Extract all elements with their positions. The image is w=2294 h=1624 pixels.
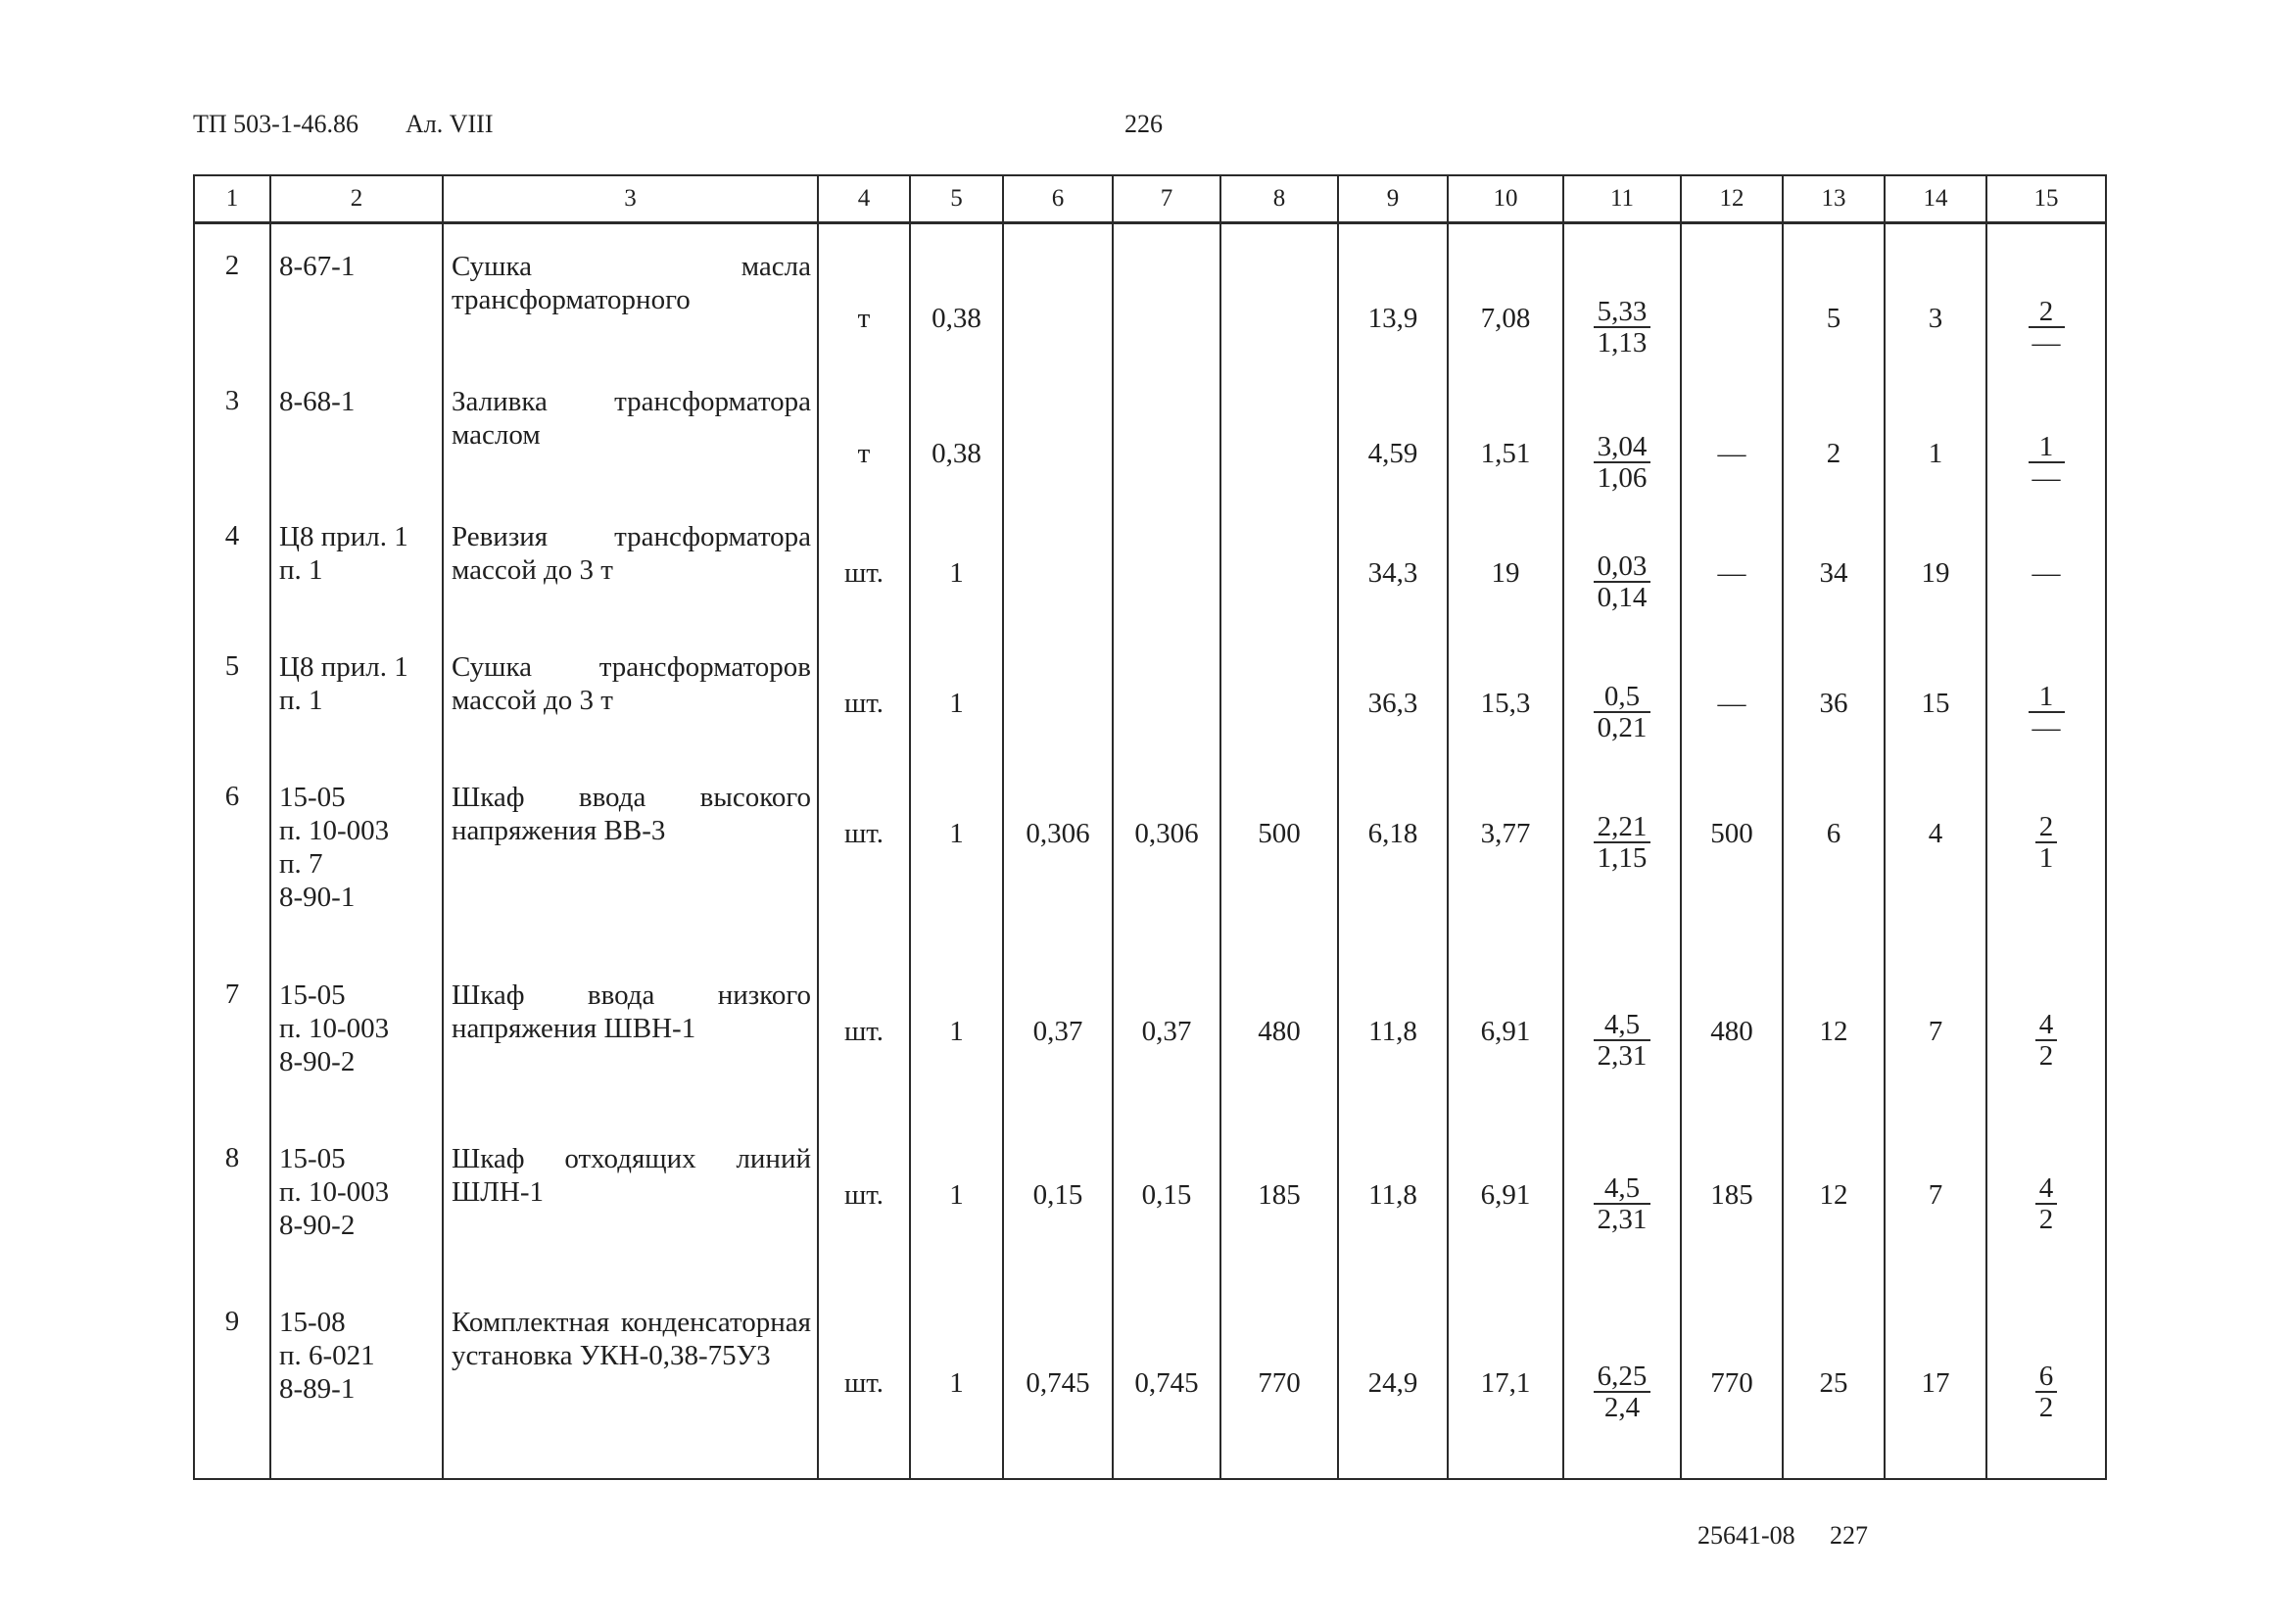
rate-code-line: Ц8 прил. 1 bbox=[279, 521, 408, 552]
fraction-col11-denominator: 1,15 bbox=[1597, 842, 1648, 874]
cell-col14: 19 bbox=[1921, 557, 1950, 589]
work-description: Сушка масла трансформаторного bbox=[452, 251, 811, 315]
cell-col12: — bbox=[1717, 688, 1746, 719]
cell-col6: 0,37 bbox=[1032, 1016, 1083, 1047]
rate-code-line: 15-05 bbox=[279, 979, 346, 1011]
cell-col13: 12 bbox=[1819, 1016, 1848, 1047]
fraction-col11-numerator: 0,5 bbox=[1594, 682, 1651, 713]
cell-col9: 24,9 bbox=[1367, 1367, 1418, 1399]
table-row bbox=[194, 359, 2106, 495]
cell-col7: 0,15 bbox=[1141, 1179, 1192, 1211]
rate-code-line: п. 10-003 bbox=[279, 815, 390, 846]
quantity: 1 bbox=[949, 688, 964, 719]
table-row bbox=[194, 495, 2106, 625]
cell-col14: 7 bbox=[1928, 1179, 1943, 1211]
quantity: 1 bbox=[949, 1367, 964, 1399]
rate-code-line: 15-05 bbox=[279, 1143, 346, 1174]
column-number-header bbox=[194, 175, 2106, 223]
cell-col6 bbox=[1004, 495, 1112, 557]
quantity: 0,38 bbox=[932, 438, 981, 469]
fraction-col15-denominator: — bbox=[2031, 712, 2061, 743]
cell-col10: 6,91 bbox=[1480, 1016, 1531, 1047]
fraction-col15: — bbox=[2031, 557, 2061, 589]
row-number: 6 bbox=[224, 781, 240, 812]
cell-col6 bbox=[1004, 224, 1112, 303]
rate-code-line: 8-68-1 bbox=[279, 386, 356, 417]
quantity: 1 bbox=[949, 1016, 964, 1047]
fraction-col15-denominator: 1 bbox=[2038, 842, 2054, 874]
row-number: 8 bbox=[224, 1142, 240, 1173]
rate-code-line: 8-89-1 bbox=[279, 1373, 356, 1405]
cell-col9: 6,18 bbox=[1367, 818, 1418, 849]
column-header: 1 bbox=[194, 175, 270, 223]
cell-col6: 0,745 bbox=[1026, 1367, 1090, 1399]
cell-col6 bbox=[1004, 359, 1112, 438]
fraction-col15-numerator: 1 bbox=[2029, 682, 2065, 713]
fraction-col11-numerator: 0,03 bbox=[1594, 551, 1651, 583]
row-number: 3 bbox=[224, 385, 240, 416]
cell-col7 bbox=[1114, 224, 1219, 303]
table-row bbox=[194, 1280, 2106, 1479]
fraction-col15-denominator: — bbox=[2031, 327, 2061, 358]
cell-col14: 17 bbox=[1921, 1367, 1950, 1399]
cell-col7 bbox=[1114, 359, 1219, 438]
fraction-col11-denominator: 2,31 bbox=[1597, 1040, 1648, 1072]
rate-code-line: 8-90-2 bbox=[279, 1210, 356, 1241]
rate-code-line: 15-05 bbox=[279, 782, 346, 813]
rate-code bbox=[271, 755, 442, 914]
cell-col9: 36,3 bbox=[1367, 688, 1418, 719]
cell-col10: 7,08 bbox=[1480, 303, 1531, 334]
fraction-col11-denominator: 1,13 bbox=[1597, 327, 1648, 358]
cell-col13: 34 bbox=[1819, 557, 1848, 589]
fraction-col15-numerator: 6 bbox=[2035, 1361, 2058, 1393]
fraction-col11-numerator: 6,25 bbox=[1594, 1361, 1651, 1393]
fraction-col11 bbox=[1594, 297, 1651, 358]
column-header: 3 bbox=[443, 175, 818, 223]
cell-col9: 34,3 bbox=[1367, 557, 1418, 589]
fraction-col11 bbox=[1594, 551, 1651, 612]
fraction-col11-denominator: 0,21 bbox=[1597, 712, 1648, 743]
cell-col12 bbox=[1682, 224, 1782, 303]
unit: т bbox=[857, 438, 871, 469]
rate-code-line: п. 7 bbox=[279, 848, 323, 880]
footer-doc-number: 25641-08 bbox=[1697, 1521, 1795, 1550]
cell-col12: 185 bbox=[1710, 1179, 1753, 1211]
fraction-col15 bbox=[2035, 812, 2058, 873]
cell-col12: — bbox=[1717, 557, 1746, 589]
work-description: Заливка трансформатора маслом bbox=[452, 386, 811, 451]
rate-code bbox=[271, 625, 442, 717]
column-header: 15 bbox=[1986, 175, 2106, 223]
quantity: 1 bbox=[949, 1179, 964, 1211]
page-number: 226 bbox=[1124, 110, 1163, 138]
cell-col9: 13,9 bbox=[1367, 303, 1418, 334]
unit: шт. bbox=[843, 1179, 884, 1211]
work-description: Шкаф отходящих линий ШЛН-1 bbox=[452, 1143, 811, 1208]
rate-code-line: 8-67-1 bbox=[279, 251, 356, 282]
fraction-col11-numerator: 2,21 bbox=[1594, 812, 1651, 843]
fraction-col15-numerator: 1 bbox=[2029, 432, 2065, 463]
cell-col10: 6,91 bbox=[1480, 1179, 1531, 1211]
fraction-col11 bbox=[1594, 682, 1651, 742]
table-row bbox=[194, 755, 2106, 953]
cell-col14: 7 bbox=[1928, 1016, 1943, 1047]
unit: шт. bbox=[843, 1016, 884, 1047]
rate-code-line: 15-08 bbox=[279, 1307, 346, 1338]
cell-col13: 12 bbox=[1819, 1179, 1848, 1211]
rate-code bbox=[271, 1280, 442, 1406]
cell-col13: 25 bbox=[1819, 1367, 1848, 1399]
rate-code bbox=[271, 359, 442, 418]
rate-code-line: п. 10-003 bbox=[279, 1013, 390, 1044]
rate-code-line: 8-90-2 bbox=[279, 1046, 356, 1077]
column-header: 6 bbox=[1003, 175, 1113, 223]
column-header: 9 bbox=[1338, 175, 1448, 223]
cell-col13: 36 bbox=[1819, 688, 1848, 719]
cell-col7: 0,306 bbox=[1134, 818, 1199, 849]
rate-code-line: п. 10-003 bbox=[279, 1176, 390, 1208]
cell-col13: 6 bbox=[1826, 818, 1841, 849]
cell-col8 bbox=[1221, 224, 1337, 303]
cell-col7: 0,37 bbox=[1141, 1016, 1192, 1047]
fraction-col11 bbox=[1594, 812, 1651, 873]
cell-col9: 11,8 bbox=[1368, 1016, 1417, 1047]
cell-col8 bbox=[1221, 625, 1337, 688]
cell-col10: 17,1 bbox=[1480, 1367, 1531, 1399]
unit: шт. bbox=[843, 557, 884, 589]
fraction-col15-denominator: 2 bbox=[2038, 1204, 2054, 1235]
column-header: 10 bbox=[1448, 175, 1563, 223]
column-header: 11 bbox=[1563, 175, 1681, 223]
unit: шт. bbox=[843, 818, 884, 849]
cell-col8: 500 bbox=[1258, 818, 1301, 849]
cell-col14: 3 bbox=[1928, 303, 1943, 334]
row-number: 9 bbox=[224, 1306, 240, 1337]
cell-col7: 0,745 bbox=[1134, 1367, 1199, 1399]
quantity: 0,38 bbox=[932, 303, 981, 334]
table-row bbox=[194, 223, 2106, 360]
cell-col10: 3,77 bbox=[1480, 818, 1531, 849]
cell-col12: — bbox=[1717, 438, 1746, 469]
cell-col7 bbox=[1114, 625, 1219, 688]
fraction-col11 bbox=[1594, 1361, 1651, 1422]
rate-code-line: Ц8 прил. 1 bbox=[279, 651, 408, 683]
column-header: 12 bbox=[1681, 175, 1783, 223]
column-header: 13 bbox=[1783, 175, 1885, 223]
fraction-col15 bbox=[2029, 682, 2065, 742]
cell-col14: 15 bbox=[1921, 688, 1950, 719]
cell-col12: 500 bbox=[1710, 818, 1753, 849]
cell-col9: 11,8 bbox=[1368, 1179, 1417, 1211]
cell-col10: 1,51 bbox=[1480, 438, 1531, 469]
rate-code bbox=[271, 953, 442, 1078]
unit: т bbox=[857, 303, 871, 334]
column-header: 4 bbox=[818, 175, 910, 223]
cell-col12: 480 bbox=[1710, 1016, 1753, 1047]
rate-code-line: 8-90-1 bbox=[279, 882, 356, 913]
estimate-table bbox=[193, 174, 2107, 1480]
cell-col7 bbox=[1114, 495, 1219, 557]
work-description: Шкаф ввода высокого напряжения ВВ-3 bbox=[452, 782, 811, 846]
fraction-col15 bbox=[2035, 1010, 2058, 1071]
cell-col8: 480 bbox=[1258, 1016, 1301, 1047]
cell-col8 bbox=[1221, 359, 1337, 438]
column-header: 5 bbox=[910, 175, 1003, 223]
table-body bbox=[194, 223, 2106, 1480]
fraction-col11-numerator: 3,04 bbox=[1594, 432, 1651, 463]
cell-col14: 4 bbox=[1928, 818, 1943, 849]
table-row bbox=[194, 625, 2106, 755]
fraction-col15-numerator: 4 bbox=[2035, 1010, 2058, 1041]
fraction-col11 bbox=[1594, 1173, 1651, 1234]
fraction-col11-denominator: 0,14 bbox=[1597, 582, 1648, 613]
cell-col6: 0,306 bbox=[1026, 818, 1090, 849]
fraction-col11 bbox=[1594, 432, 1651, 493]
unit: шт. bbox=[843, 1367, 884, 1399]
work-description: Шкаф ввода низкого напряжения ШВН-1 bbox=[452, 979, 811, 1044]
fraction-col11-denominator: 1,06 bbox=[1597, 462, 1648, 494]
cell-col10: 19 bbox=[1491, 557, 1520, 589]
row-number: 5 bbox=[224, 650, 240, 682]
fraction-col15 bbox=[2029, 297, 2065, 358]
row-number: 7 bbox=[224, 979, 240, 1010]
column-header: 7 bbox=[1113, 175, 1220, 223]
fraction-col15-denominator: 2 bbox=[2038, 1392, 2054, 1423]
fraction-col15-numerator: 4 bbox=[2035, 1173, 2058, 1205]
work-description: Комплектная конденсаторная установка УКН-0,38-75У3 bbox=[452, 1307, 811, 1371]
table-row bbox=[194, 1117, 2106, 1280]
cell-col9: 4,59 bbox=[1367, 438, 1418, 469]
rate-code-line: п. 1 bbox=[279, 685, 323, 716]
column-header: 2 bbox=[270, 175, 443, 223]
table-row bbox=[194, 953, 2106, 1117]
rate-code-line: п. 1 bbox=[279, 554, 323, 586]
cell-col8 bbox=[1221, 495, 1337, 557]
fraction-col11-denominator: 2,31 bbox=[1597, 1204, 1648, 1235]
cell-col14: 1 bbox=[1928, 438, 1943, 469]
fraction-col11-numerator: 4,5 bbox=[1594, 1173, 1651, 1205]
cell-col6 bbox=[1004, 625, 1112, 688]
column-header: 8 bbox=[1220, 175, 1338, 223]
work-description: Ревизия трансформатора массой до 3 т bbox=[452, 521, 811, 586]
fraction-col15 bbox=[2035, 1361, 2058, 1422]
quantity: 1 bbox=[949, 818, 964, 849]
rate-code bbox=[271, 495, 442, 587]
fraction-col11-numerator: 4,5 bbox=[1594, 1010, 1651, 1041]
cell-col8: 185 bbox=[1258, 1179, 1301, 1211]
rate-code-line: п. 6-021 bbox=[279, 1340, 375, 1371]
cell-col8: 770 bbox=[1258, 1367, 1301, 1399]
footer-page-number: 227 bbox=[1830, 1521, 1868, 1550]
row-number: 4 bbox=[224, 520, 240, 551]
doc-code: ТП 503-1-46.86 bbox=[193, 110, 358, 138]
album-number: Ал. VIII bbox=[406, 110, 494, 138]
work-description: Сушка трансформаторов массой до 3 т bbox=[452, 651, 811, 716]
fraction-col15 bbox=[2029, 432, 2065, 493]
cell-col12: 770 bbox=[1710, 1367, 1753, 1399]
column-header: 14 bbox=[1885, 175, 1986, 223]
fraction-col15 bbox=[2035, 1173, 2058, 1234]
cell-col6: 0,15 bbox=[1032, 1179, 1083, 1211]
fraction-col11-numerator: 5,33 bbox=[1594, 297, 1651, 328]
fraction-col11 bbox=[1594, 1010, 1651, 1071]
unit: шт. bbox=[843, 688, 884, 719]
quantity: 1 bbox=[949, 557, 964, 589]
rate-code bbox=[271, 224, 442, 283]
row-number: 2 bbox=[224, 250, 240, 281]
fraction-col15-numerator: 2 bbox=[2029, 297, 2065, 328]
fraction-col11-denominator: 2,4 bbox=[1603, 1392, 1641, 1423]
fraction-col15-denominator: 2 bbox=[2038, 1040, 2054, 1072]
rate-code bbox=[271, 1117, 442, 1242]
cell-col13: 5 bbox=[1826, 303, 1841, 334]
fraction-col15-denominator: — bbox=[2031, 462, 2061, 494]
cell-col13: 2 bbox=[1826, 438, 1841, 469]
cell-col10: 15,3 bbox=[1480, 688, 1531, 719]
fraction-col15-numerator: 2 bbox=[2035, 812, 2058, 843]
